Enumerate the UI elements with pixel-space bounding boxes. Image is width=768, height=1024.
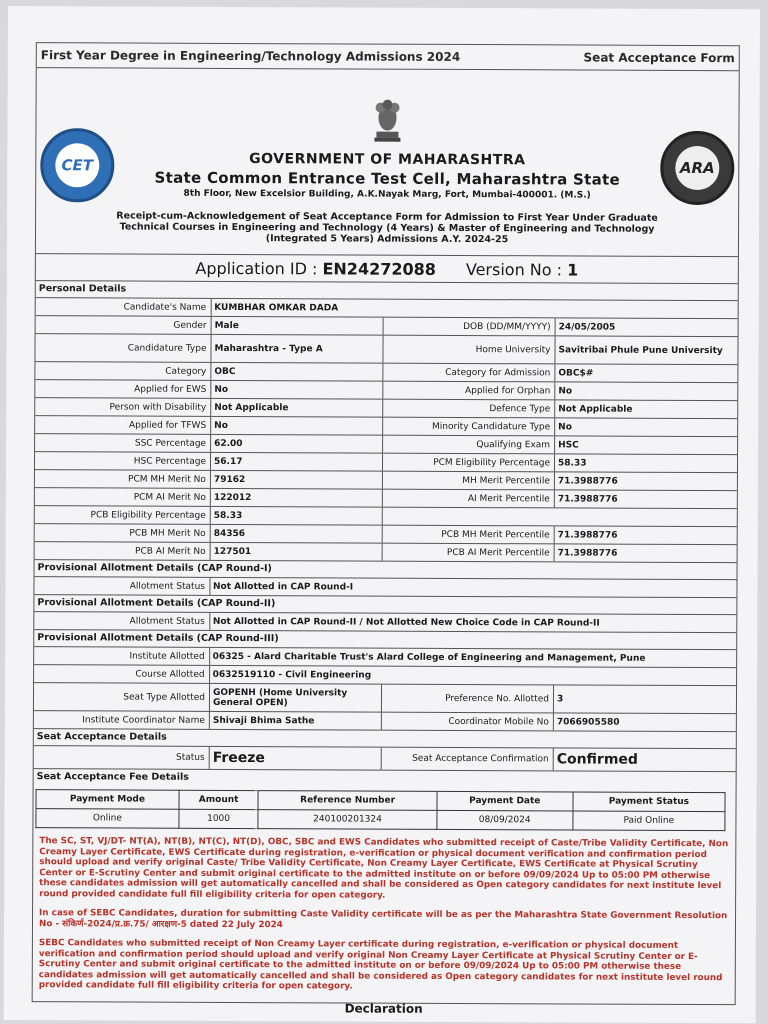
- fee-table: Payment Mode Amount Reference Number Payment Date Payment Status Online 1000 240100201324 08/09/2024 Paid Online: [35, 789, 725, 831]
- detail-row: Institute Allotted 06325 - Alard Charitable Trust's Alard College of Engineering and Management, Pune: [34, 647, 736, 668]
- institute-allotted: 06325 - Alard Charitable Trust's Alard College of Engineering and Management, Pune: [212, 651, 646, 664]
- detail-row: Status Freeze Seat Acceptance Confirmation Confirmed: [34, 746, 736, 772]
- acceptance-confirmation: Confirmed: [556, 751, 639, 768]
- detail-row: Person with Disability Not Applicable Defence Type Not Applicable: [35, 398, 737, 419]
- detail-row: HSC Percentage 56.17 PCM Eligibility Percentage 58.33: [35, 452, 737, 473]
- cap2-status: Not Allotted in CAP Round-II / Not Allotted New Choice Code in CAP Round-II: [212, 616, 600, 629]
- detail-row: Course Allotted 0632519110 - Civil Engineering: [34, 665, 736, 686]
- section-personal-details: Personal Details: [36, 281, 738, 301]
- form-top-bar: [37, 43, 739, 71]
- office-address: 8th Floor, New Excelsior Building, A.K.Nayak Marg, Fort, Mumbai-400001. (M.S.): [183, 188, 591, 201]
- form-title: First Year Degree in Engineering/Technology Admissions 2024: [40, 48, 461, 64]
- instructions-notes: [33, 832, 736, 994]
- form-type: Seat Acceptance Form: [583, 50, 735, 66]
- detail-row: PCB MH Merit No 84356 PCB MH Merit Percentile 71.3988776: [35, 524, 737, 545]
- detail-row: Allotment Status Not Allotted in CAP Round-I: [34, 577, 736, 598]
- application-id: EN24272088: [322, 258, 436, 279]
- section-cap-round-2: Provisional Allotment Details (CAP Round-II): [34, 595, 736, 615]
- section-fee-details: Seat Acceptance Fee Details: [36, 771, 189, 783]
- detail-row: PCB Eligibility Percentage 58.33: [35, 506, 737, 527]
- document-page: [4, 6, 760, 1023]
- version-number: 1: [567, 259, 579, 279]
- detail-row: PCM AI Merit No 122012 AI Merit Percentile 71.3988776: [35, 488, 737, 509]
- candidate-name: KUMBHAR OMKAR DADA: [214, 302, 339, 313]
- detail-row: Allotment Status Not Allotted in CAP Round-II / Not Allotted New Choice Code in CAP Round-II: [34, 612, 736, 633]
- detail-row: SSC Percentage 62.00 Qualifying Exam HSC: [35, 434, 737, 455]
- ara-logo-icon: ARA: [660, 131, 734, 205]
- section-seat-acceptance: Seat Acceptance Details: [34, 729, 736, 749]
- detail-row: PCB AI Merit No 127501 PCB AI Merit Percentile 71.3988776: [35, 542, 737, 563]
- dob-value: 24/05/2005: [558, 321, 616, 333]
- detail-row: Applied for TFWS No Minority Candidature Type No: [35, 416, 737, 437]
- government-title: GOVERNMENT OF MAHARASHTRA: [249, 151, 526, 169]
- state-emblem-icon: [370, 96, 404, 144]
- detail-row: Candidate's Name KUMBHAR OMKAR DADA: [36, 298, 738, 319]
- form-header: [36, 68, 739, 257]
- cet-logo-icon: CET: [40, 128, 114, 202]
- section-cap-round-1: Provisional Allotment Details (CAP Round-I): [35, 560, 737, 580]
- detail-row: Gender Male DOB (DD/MM/YYYY) 24/05/2005: [36, 316, 738, 337]
- cap1-status: Not Allotted in CAP Round-I: [212, 581, 354, 593]
- detail-row: Candidature Type Maharashtra - Type A Home University Savitribai Phule Pune University: [35, 334, 737, 365]
- note-paragraph: In case of SEBC Candidates, duration for submitting Caste Validity certificate will be as per the Maharashtra State Government Resolution No - संकिर्ण-2024/प्र.क्र.75/ आरक्षण-5 dated 22 July 2024: [38, 908, 728, 930]
- detail-row: Institute Coordinator Name Shivaji Bhima Sathe Coordinator Mobile No 7066905580: [34, 711, 736, 732]
- course-allotted: 0632519110 - Civil Engineering: [212, 669, 372, 681]
- form-frame: [32, 42, 740, 1016]
- declaration-heading: Declaration: [344, 1000, 423, 1016]
- note-paragraph: SEBC Candidates who submitted receipt of Non Creamy Layer certificate during registration, e-verification or physical document verification and confirmation period should upload and verify original Non Creamy Layer Certificate at Physical Scrutiny Center or E-Scrutiny Center and submit original certificate to the admitted institute on or before 09/09/2024 Up to 05:00 PM otherwise these candidates admission will get automatically cancelled and shall be considered as Open category candidates for next institute level round provided candidate full fill eligibility criteria for open category.: [38, 938, 723, 992]
- receipt-description: Receipt-cum-Acknowledgement of Seat Acceptance Form for Admission to First Year Under Graduate Technical Courses in Engineering and Technology (4 Years) & Master of Engineering and Technology (Integrated 5 Years) Admissions A.Y. 2024-25: [116, 210, 658, 246]
- detail-row: PCM MH Merit No 79162 MH Merit Percentile 71.3988776: [35, 470, 737, 491]
- detail-row: Category OBC Category for Admission OBC$#: [35, 362, 737, 383]
- detail-row: Applied for EWS No Applied for Orphan No: [35, 380, 737, 401]
- note-paragraph: The SC, ST, VJ/DT- NT(A), NT(B), NT(C), NT(D), OBC, SBC and EWS Candidates who submitted receipt of Caste/Tribe Validity Certificate, Non Creamy Layer Certificate, EWS Certificate during registration, e-verification or physical document verification and confirmation period should upload and verify original Caste/ Tribe Validity Certificate, Non Creamy Layer Certificate, EWS Certificate at Physical Scrutiny Center or E-Scrutiny Center and submit original certificate to the admitted institute on or before 09/09/2024 Up to 05:00 PM otherwise these candidates admission will get automatically cancelled and shall be considered as Open category candidates for next institute level round provided candidate full fill eligibility criteria for open category.: [39, 836, 729, 901]
- acceptance-status: Freeze: [210, 747, 382, 770]
- section-cap-round-3: Provisional Allotment Details (CAP Round-III): [34, 630, 736, 650]
- table-row: Online 1000 240100201324 08/09/2024 Paid Online: [36, 809, 725, 831]
- application-id-bar: Application ID : EN24272088 Version No : 1: [36, 254, 738, 284]
- cell-title: State Common Entrance Test Cell, Maharashtra State: [154, 168, 621, 189]
- detail-row: Seat Type Allotted GOPENH (Home University General OPEN) Preference No. Allotted 3: [34, 683, 736, 714]
